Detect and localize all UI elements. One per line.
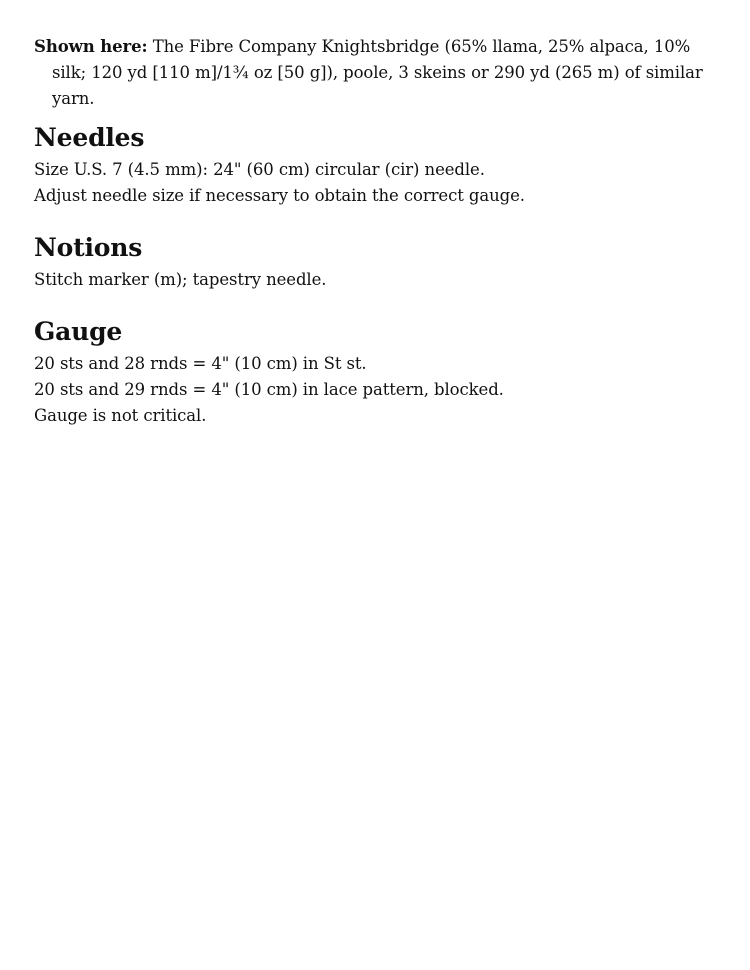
needles-heading: Needles [34, 123, 145, 152]
notions-heading: Notions [34, 233, 143, 262]
gauge-line-note: Gauge is not critical. [34, 406, 207, 425]
gauge-line-lace: 20 sts and 29 rnds = 4" (10 cm) in lace pattern, blocked. [34, 380, 504, 399]
needles-line-size: Size U.S. 7 (4.5 mm): 24" (60 cm) circular (cir) needle. [34, 160, 485, 179]
gauge-line-stockinette: 20 sts and 28 rnds = 4" (10 cm) in St st. [34, 354, 367, 373]
notions-line: Stitch marker (m); tapestry needle. [34, 270, 327, 289]
shown-here-text: The Fibre Company Knightsbridge (65% llama, 25% alpaca, 10% silk; 120 yd [110 m]/1¾ oz [50 g]), poole, 3 skeins or 290 yd (265 m) of similar yarn. [52, 37, 703, 108]
shown-here-paragraph [34, 34, 724, 112]
shown-here-label: Shown here: [34, 37, 148, 56]
needles-line-adjust: Adjust needle size if necessary to obtain the correct gauge. [34, 186, 525, 205]
document-page [34, 34, 724, 429]
gauge-heading: Gauge [34, 317, 123, 346]
